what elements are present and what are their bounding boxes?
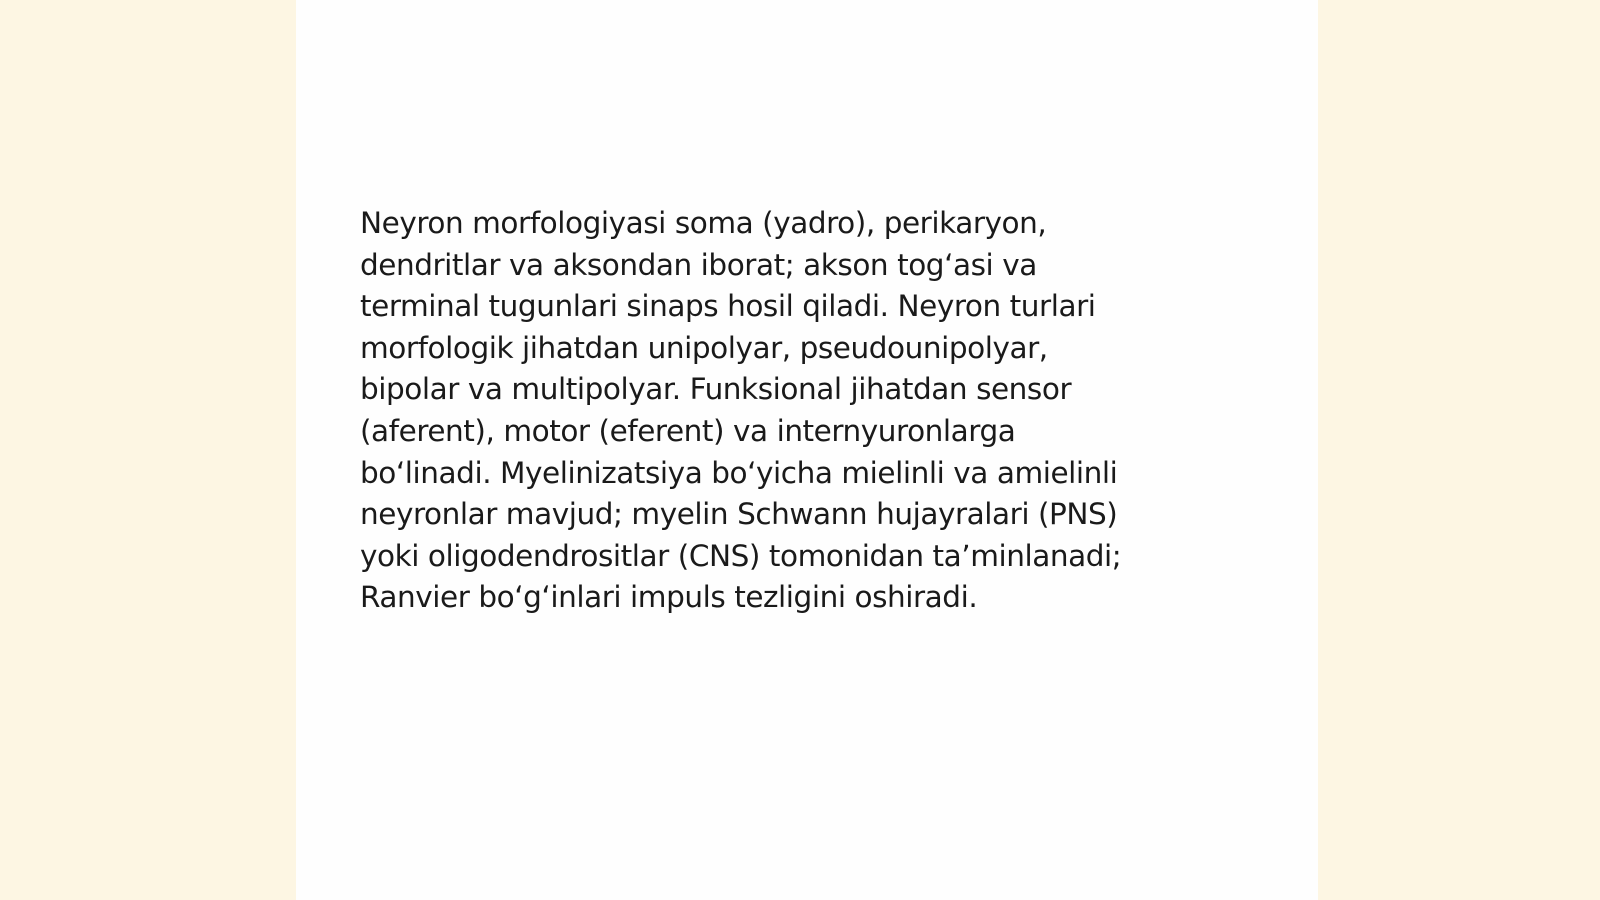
body-paragraph: Neyron morfologiyasi soma (yadro), perikaryon, dendritlar va aksondan iborat; akson tog‘asi va terminal tugunlari sinaps hosil qiladi. Neyron turlari morfologik jihatdan unipolyar, pseudounipolyar, bipolar va multipolyar. Funksional jihatdan sensor (aferent), motor (eferent) va internyuronlarga bo‘linadi. Myelinizatsiya bo‘yicha mielinli va amielinli neyronlar mavjud; myelin Schwann hujayralari (PNS) yoki oligodendrositlar (CNS) tomonidan ta’minlanadi; Ranvier bo‘g‘inlari impuls tezligini oshiradi. — [360, 206, 1122, 615]
document-page — [296, 0, 1318, 900]
